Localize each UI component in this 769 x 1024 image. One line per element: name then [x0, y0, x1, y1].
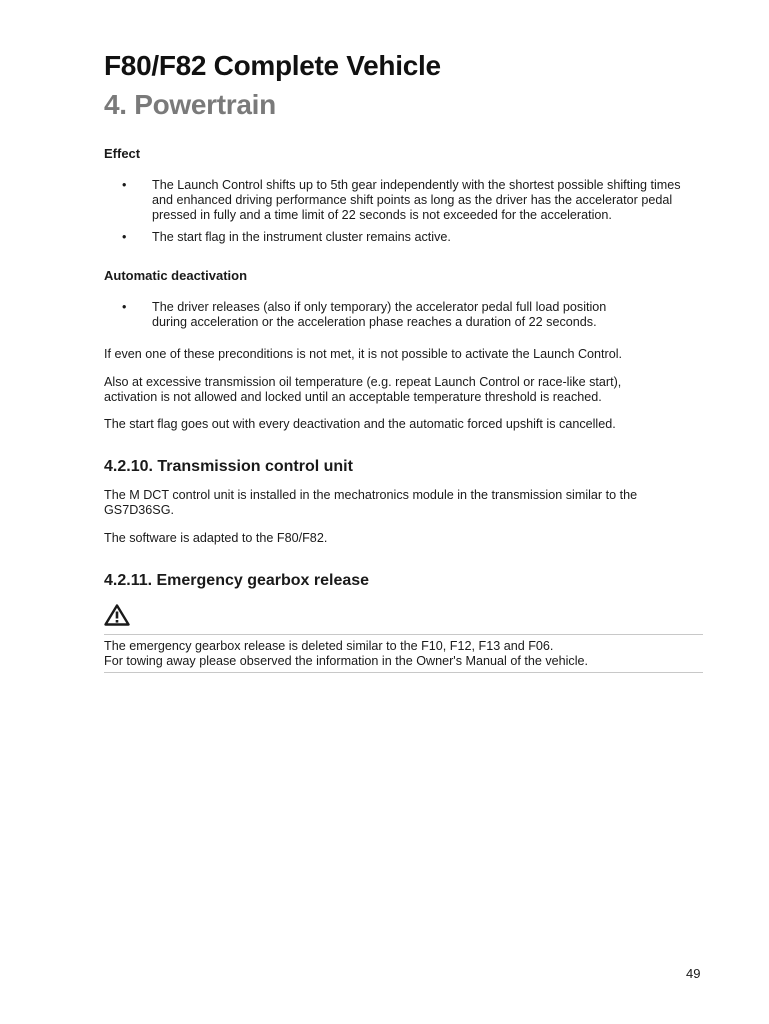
bullet-icon: • — [122, 178, 127, 192]
warning-text-line: The emergency gearbox release is deleted similar to the F10, F12, F13 and F06. — [104, 639, 554, 653]
divider — [104, 634, 703, 635]
bullet-icon: • — [122, 300, 127, 314]
paragraph: The software is adapted to the F80/F82. — [104, 531, 328, 545]
bullet-icon: • — [122, 230, 127, 244]
warning-text-line: For towing away please observed the information in the Owner's Manual of the vehicle. — [104, 654, 589, 668]
document-title: F80/F82 Complete Vehicle — [104, 50, 441, 81]
page-number: 49 — [686, 966, 701, 981]
effect-heading: Effect — [104, 146, 141, 161]
chapter-title: 4. Powertrain — [104, 89, 276, 120]
section-heading-emergency-gearbox-release: 4.2.11. Emergency gearbox release — [104, 572, 370, 589]
list-item-text: The start flag in the instrument cluster remains active. — [152, 230, 451, 244]
paragraph: Also at excessive transmission oil temperature (e.g. repeat Launch Control or race-like start), activation is not allowed and locked until an acceptable temperature threshold is reached. — [104, 375, 622, 404]
section-heading-transmission-control-unit: 4.2.10. Transmission control unit — [104, 458, 353, 475]
list-item-text: The Launch Control shifts up to 5th gear independently with the shortest possible shifting times and enhanced driving performance shift points as long as the driver has the accelerator pedal pressed in fully and a time limit of 22 seconds is not exceeded for the acceleration. — [152, 178, 681, 222]
paragraph: If even one of these preconditions is not met, it is not possible to activate the Launch Control. — [104, 347, 623, 361]
warning-triangle-icon — [104, 604, 130, 626]
paragraph: The M DCT control unit is installed in the mechatronics module in the transmission similar to the GS7D36SG. — [104, 488, 638, 517]
paragraph: The start flag goes out with every deactivation and the automatic forced upshift is cancelled. — [104, 417, 616, 431]
deactivation-heading: Automatic deactivation — [104, 268, 248, 283]
list-item-text: The driver releases (also if only temporary) the accelerator pedal full load position during acceleration or the acceleration phase reaches a duration of 22 seconds. — [152, 300, 607, 329]
divider — [104, 672, 703, 673]
